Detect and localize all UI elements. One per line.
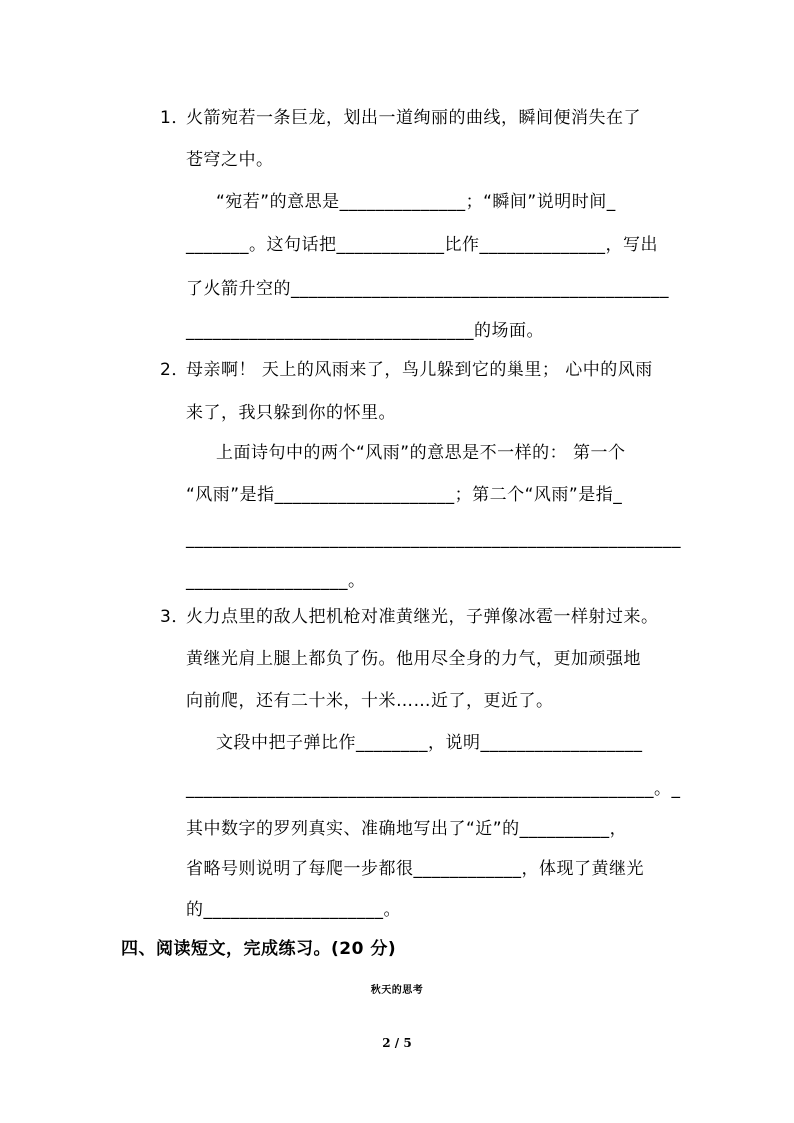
q3-line-1 — [160, 605, 659, 629]
section-heading: 四、阅读短文，完成练习。(20 分) — [121, 939, 397, 959]
q1-line-1 — [160, 106, 641, 130]
q1-number: 1． — [160, 108, 189, 128]
q3-line-3: 向前爬，还有二十米，十米……近了，更近了。 — [186, 691, 554, 711]
q2-text-1: 母亲啊！ 天上的风雨来了，鸟儿躲到它的巢里； 心中的风雨 — [186, 360, 653, 380]
q2-line-2: 来了，我只躲到你的怀里。 — [186, 403, 396, 423]
q2-number: 2． — [160, 360, 189, 380]
q2-line-6: __________________。 — [186, 571, 366, 591]
q1-line-5: 了火箭升空的__________________________________________ — [186, 279, 669, 299]
q2-line-4: “风雨”是指____________________；第二个“风雨”是指_ — [186, 485, 623, 505]
q3-line-6: 其中数字的罗列真实、准确地写出了“近”的__________， — [186, 819, 628, 839]
q2-line-1 — [160, 358, 653, 382]
passage-title: 秋天的思考 — [370, 985, 424, 996]
q3-line-4: 文段中把子弹比作________，说明__________________ — [216, 733, 643, 753]
q1-line-2: 苍穹之中。 — [186, 150, 274, 170]
q3-text-1: 火力点里的敌人把机枪对准黄继光，子弹像冰雹一样射过来。 — [186, 607, 659, 627]
q3-line-2: 黄继光肩上腿上都负了伤。他用尽全身的力气，更加顽强地 — [186, 649, 641, 669]
q3-line-7: 省略号则说明了每爬一步都很____________，体现了黄继光 — [186, 859, 644, 879]
q2-line-5: _______________________________________________________ — [186, 529, 681, 549]
q2-line-3: 上面诗句中的两个“风雨”的意思是不一样的： 第一个 — [216, 443, 626, 463]
q3-line-8: 的____________________。 — [186, 900, 401, 920]
q3-number: 3． — [160, 607, 189, 627]
q1-line-3: “宛若”的意思是______________；“瞬间”说明时间_ — [216, 192, 616, 212]
page-number: 2 / 5 — [382, 1036, 412, 1050]
q1-line-4: _______。这句话把____________比作______________，写出 — [186, 235, 658, 255]
q1-line-6: ________________________________的场面。 — [186, 321, 544, 341]
q3-line-5: ____________________________________________________。_ — [186, 779, 681, 799]
q1-text-1: 火箭宛若一条巨龙，划出一道绚丽的曲线，瞬间便消失在了 — [186, 108, 641, 128]
